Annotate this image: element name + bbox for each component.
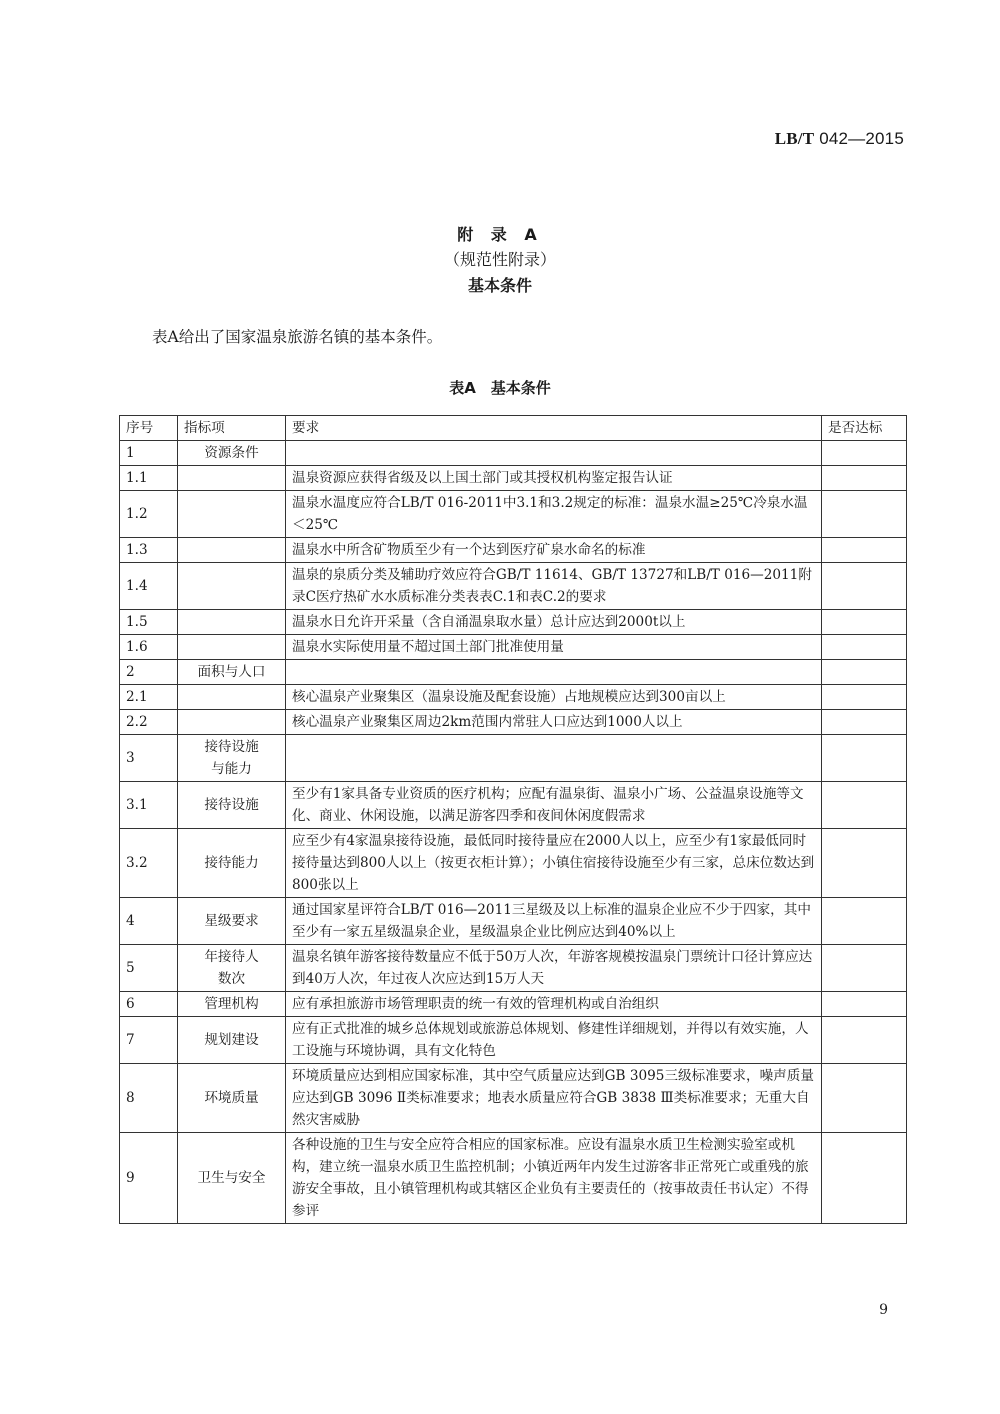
row-compliance — [822, 538, 907, 563]
row-indicator: 环境质量 — [178, 1064, 286, 1133]
row-compliance — [822, 829, 907, 898]
row-index: 1.5 — [120, 610, 178, 635]
row-compliance — [822, 1064, 907, 1133]
row-indicator — [178, 491, 286, 538]
row-index: 1 — [120, 441, 178, 466]
table-row — [120, 898, 907, 945]
row-indicator — [178, 685, 286, 710]
row-requirement: 温泉水中所含矿物质至少有一个达到医疗矿泉水命名的标准 — [286, 538, 822, 563]
table-row — [120, 992, 907, 1017]
row-indicator — [178, 710, 286, 735]
row-indicator: 卫生与安全 — [178, 1133, 286, 1224]
header-compliance: 是否达标 — [822, 416, 907, 441]
row-compliance — [822, 441, 907, 466]
appendix-name: 基本条件 — [467, 276, 532, 295]
row-indicator: 接待能力 — [178, 829, 286, 898]
table-row — [120, 441, 907, 466]
row-compliance — [822, 945, 907, 992]
row-requirement: 温泉的泉质分类及辅助疗效应符合GB/T 11614、GB/T 13727和LB/T 016—2011附录C医疗热矿水水质标准分类表表C.1和表C.2的要求 — [286, 563, 822, 610]
table-row — [120, 1017, 907, 1064]
row-compliance — [822, 685, 907, 710]
table-row — [120, 491, 907, 538]
table-row — [120, 685, 907, 710]
row-compliance — [822, 735, 907, 782]
row-index: 8 — [120, 1064, 178, 1133]
table-caption: 表A 基本条件 — [449, 379, 551, 397]
row-compliance — [822, 782, 907, 829]
standard-prefix: LB/T — [774, 129, 815, 148]
row-compliance — [822, 466, 907, 491]
row-compliance — [822, 1133, 907, 1224]
row-index: 6 — [120, 992, 178, 1017]
row-requirement: 环境质量应达到相应国家标准，其中空气质量应达到GB 3095三级标准要求，噪声质量应达到GB 3096 Ⅱ类标准要求；地表水质量应符合GB 3838 Ⅲ类标准要求；无重大自然灾害威胁 — [286, 1064, 822, 1133]
row-requirement — [286, 735, 822, 782]
row-indicator: 面积与人口 — [178, 660, 286, 685]
intro-paragraph: 表A给出了国家温泉旅游名镇的基本条件。 — [152, 328, 443, 346]
requirements-table — [119, 415, 907, 1224]
table-row — [120, 945, 907, 992]
row-index: 2 — [120, 660, 178, 685]
row-compliance — [822, 710, 907, 735]
row-requirement: 温泉水温度应符合LB/T 016-2011中3.1和3.2规定的标准：温泉水温≥25℃冷泉水温＜25℃ — [286, 491, 822, 538]
row-requirement: 温泉水日允许开采量（含自涌温泉取水量）总计应达到2000t以上 — [286, 610, 822, 635]
row-requirement: 至少有1家具备专业资质的医疗机构；应配有温泉街、温泉小广场、公益温泉设施等文化、商业、休闲设施，以满足游客四季和夜间休闲度假需求 — [286, 782, 822, 829]
row-compliance — [822, 660, 907, 685]
table-row — [120, 563, 907, 610]
header-requirement: 要求 — [286, 416, 822, 441]
row-requirement: 温泉名镇年游客接待数量应不低于50万人次，年游客规模按温泉门票统计口径计算应达到40万人次，年过夜人次应达到15万人天 — [286, 945, 822, 992]
row-index: 3.1 — [120, 782, 178, 829]
appendix-subtitle: （规范性附录） — [443, 250, 556, 269]
row-index: 1.3 — [120, 538, 178, 563]
table-row — [120, 466, 907, 491]
row-index: 3 — [120, 735, 178, 782]
row-index: 3.2 — [120, 829, 178, 898]
table-row — [120, 1064, 907, 1133]
table-row — [120, 610, 907, 635]
table-row — [120, 1133, 907, 1224]
row-index: 1.2 — [120, 491, 178, 538]
row-requirement — [286, 660, 822, 685]
table-header-row — [120, 416, 907, 441]
appendix-title: 附 录 A — [457, 225, 543, 244]
row-indicator — [178, 635, 286, 660]
row-index: 5 — [120, 945, 178, 992]
row-requirement: 核心温泉产业聚集区周边2km范围内常驻人口应达到1000人以上 — [286, 710, 822, 735]
row-requirement: 应有承担旅游市场管理职责的统一有效的管理机构或自治组织 — [286, 992, 822, 1017]
row-index: 9 — [120, 1133, 178, 1224]
table-row — [120, 782, 907, 829]
row-compliance — [822, 635, 907, 660]
row-compliance — [822, 563, 907, 610]
table-row — [120, 538, 907, 563]
row-requirement: 应有正式批准的城乡总体规划或旅游总体规划、修建性详细规划，并得以有效实施，人工设施与环境协调，具有文化特色 — [286, 1017, 822, 1064]
row-indicator — [178, 563, 286, 610]
row-indicator: 管理机构 — [178, 992, 286, 1017]
row-indicator — [178, 466, 286, 491]
table-row — [120, 635, 907, 660]
row-requirement: 核心温泉产业聚集区（温泉设施及配套设施）占地规模应达到300亩以上 — [286, 685, 822, 710]
standard-number: 042—2015 — [819, 129, 904, 148]
row-indicator: 星级要求 — [178, 898, 286, 945]
row-requirement — [286, 441, 822, 466]
row-compliance — [822, 610, 907, 635]
row-indicator: 规划建设 — [178, 1017, 286, 1064]
table-row — [120, 829, 907, 898]
row-indicator: 资源条件 — [178, 441, 286, 466]
row-index: 1.4 — [120, 563, 178, 610]
header-index: 序号 — [120, 416, 178, 441]
page-number: 9 — [879, 1302, 888, 1318]
row-compliance — [822, 992, 907, 1017]
row-requirement: 温泉资源应获得省级及以上国土部门或其授权机构鉴定报告认证 — [286, 466, 822, 491]
row-index: 4 — [120, 898, 178, 945]
row-compliance — [822, 1017, 907, 1064]
row-index: 2.2 — [120, 710, 178, 735]
row-indicator — [178, 538, 286, 563]
row-index: 7 — [120, 1017, 178, 1064]
row-compliance — [822, 898, 907, 945]
row-index: 1.6 — [120, 635, 178, 660]
row-requirement: 通过国家星评符合LB/T 016—2011三星级及以上标准的温泉企业应不少于四家，其中至少有一家五星级温泉企业，星级温泉企业比例应达到40%以上 — [286, 898, 822, 945]
row-requirement: 温泉水实际使用量不超过国土部门批准使用量 — [286, 635, 822, 660]
table-row — [120, 710, 907, 735]
table-row — [120, 660, 907, 685]
row-requirement: 应至少有4家温泉接待设施，最低同时接待量应在2000人以上，应至少有1家最低同时接待量达到800人以上（按更衣柜计算）；小镇住宿接待设施至少有三家，总床位数达到800张以上 — [286, 829, 822, 898]
row-index: 2.1 — [120, 685, 178, 710]
row-indicator: 接待设施 — [178, 782, 286, 829]
header-indicator: 指标项 — [178, 416, 286, 441]
row-requirement: 各种设施的卫生与安全应符合相应的国家标准。应设有温泉水质卫生检测实验室或机构，建立统一温泉水质卫生监控机制；小镇近两年内发生过游客非正常死亡或重残的旅游安全事故，且小镇管理机构或其辖区企业负有主要责任的（按事故责任书认定）不得参评 — [286, 1133, 822, 1224]
table-row — [120, 735, 907, 782]
standard-code — [775, 129, 904, 149]
row-indicator — [178, 610, 286, 635]
row-indicator: 年接待人数次 — [178, 945, 286, 992]
row-indicator: 接待设施与能力 — [178, 735, 286, 782]
row-index: 1.1 — [120, 466, 178, 491]
row-compliance — [822, 491, 907, 538]
